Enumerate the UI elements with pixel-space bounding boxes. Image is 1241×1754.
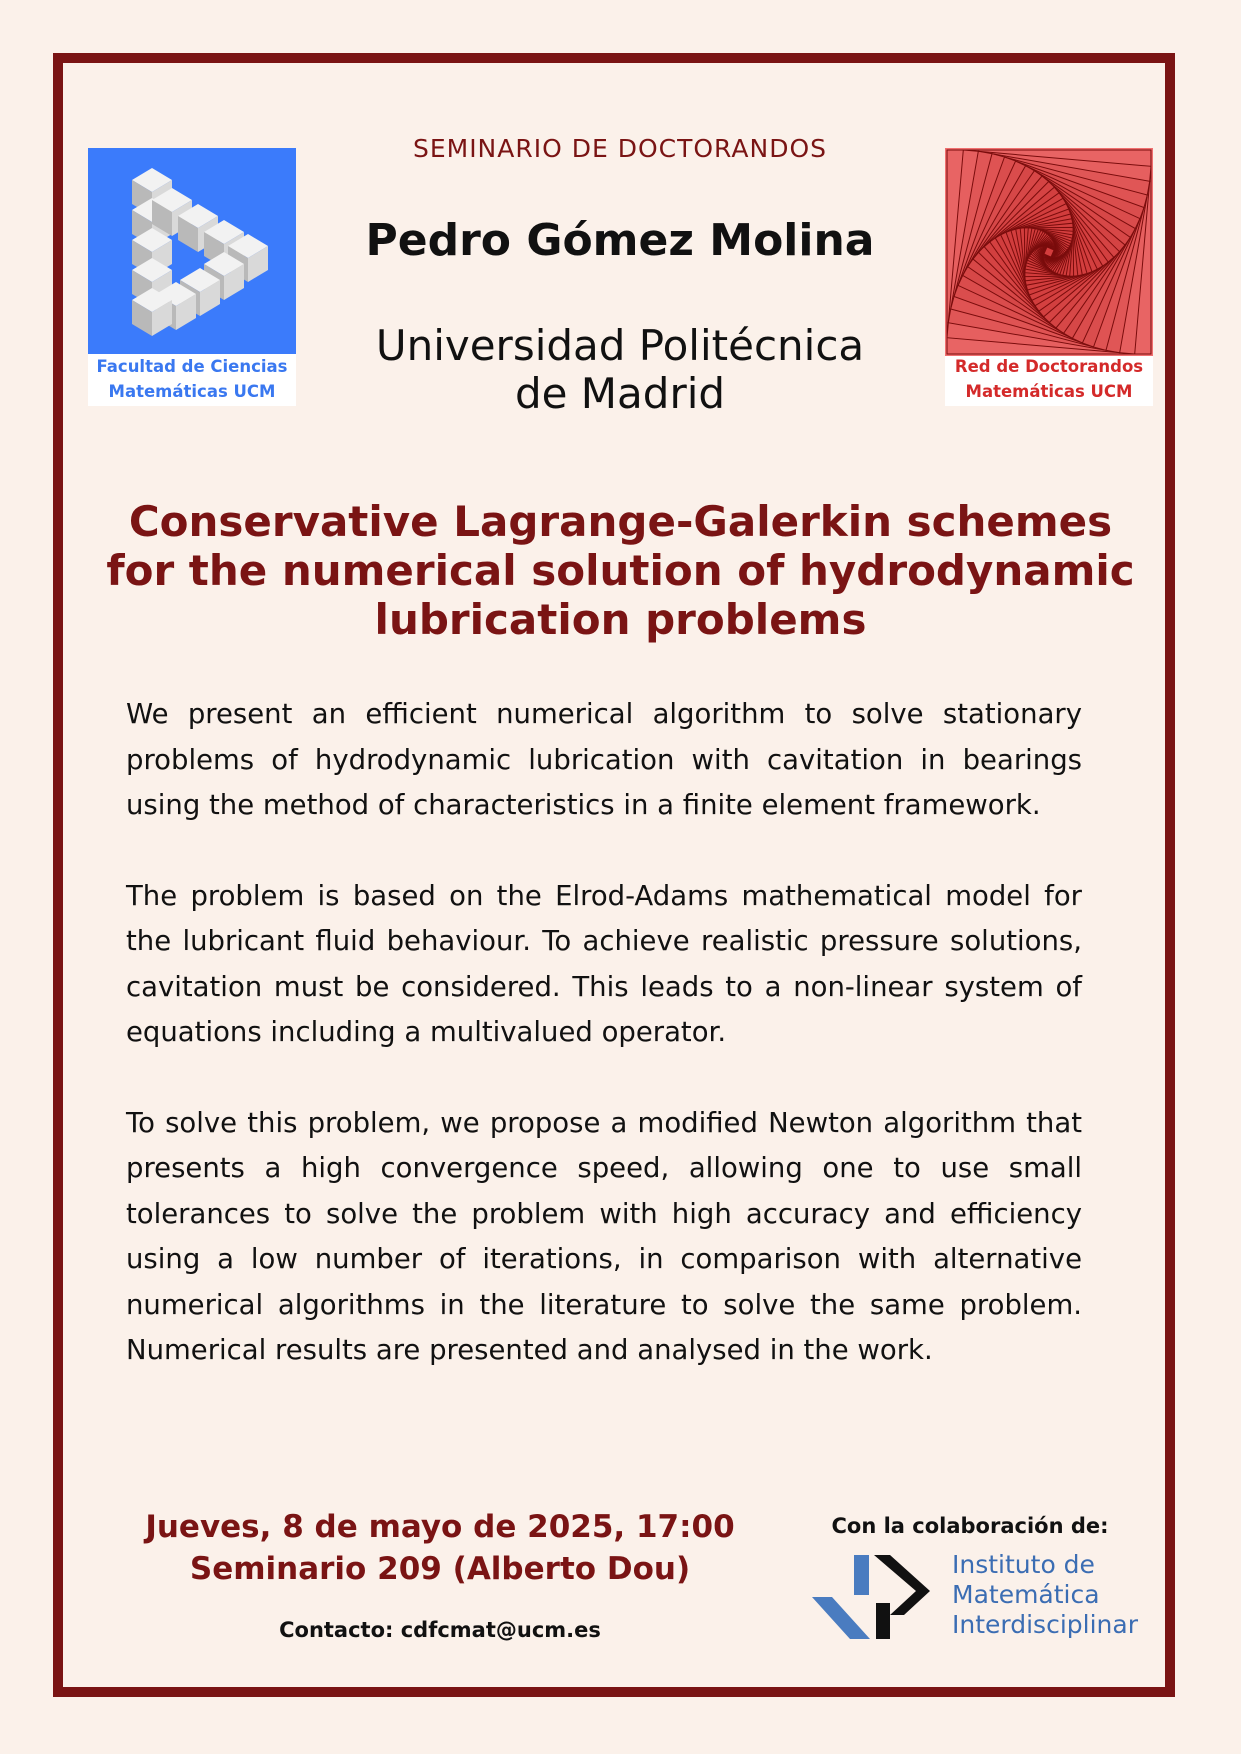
- institute-line1: Instituto de: [952, 1550, 1095, 1579]
- imi-logo-icon: [812, 1553, 937, 1643]
- event-details: [120, 1506, 760, 1590]
- collaboration-label: Con la colaboración de:: [831, 1514, 1109, 1538]
- speaker-affiliation: [300, 322, 940, 418]
- spiral-squares-icon: [945, 148, 1153, 356]
- faculty-logo-caption: [88, 354, 296, 404]
- network-caption-line1: Red de Doctorandos: [954, 357, 1144, 376]
- doctoral-network-logo: [945, 148, 1153, 406]
- institute-name: [952, 1550, 1138, 1640]
- faculty-caption-line1: Facultad de Ciencias: [96, 357, 288, 376]
- event-date-time: Jueves, 8 de mayo de 2025, 17:00: [145, 1509, 735, 1545]
- impossible-cubes-icon: [88, 148, 296, 354]
- faculty-logo: [88, 148, 296, 406]
- institute-line3: Interdisciplinar: [952, 1610, 1138, 1639]
- speaker-name: Pedro Gómez Molina: [365, 215, 875, 266]
- abstract-paragraph-3: To solve this problem, we propose a modified Newton algorithm that presents a high convergence speed, allowing one to use small tolerances to solve the problem with high accuracy and efficiency using a low number of iterations, in comparison with alternative numerical algorithms in the literature to solve the same problem. Numerical results are presented and analysed in the work.: [126, 1106, 1082, 1366]
- abstract-paragraph-2: The problem is based on the Elrod-Adams mathematical model for the lubricant fluid behaviour. To achieve realistic pressure solutions, cavitation must be considered. This leads to a non-linear system of equations including a multivalued operator.: [126, 879, 1082, 1048]
- institute-line2: Matemática: [952, 1580, 1100, 1609]
- doctoral-network-caption: [945, 354, 1153, 404]
- affiliation-line1: Universidad Politécnica: [375, 321, 865, 370]
- contact-email: Contacto: cdfcmat@ucm.es: [279, 1618, 601, 1642]
- seminar-label: SEMINARIO DE DOCTORANDOS: [412, 134, 828, 163]
- abstract-paragraph-1: We present an efficient numerical algorithm to solve stationary problems of hydrodynamic lubrication with cavitation in bearings using the method of characteristics in a finite element framework.: [126, 698, 1082, 821]
- event-room: Seminario 209 (Alberto Dou): [189, 1551, 691, 1587]
- faculty-caption-line2: Matemáticas UCM: [108, 382, 276, 401]
- abstract: [126, 692, 1082, 1419]
- affiliation-line2: de Madrid: [514, 369, 726, 418]
- network-caption-line2: Matemáticas UCM: [965, 382, 1133, 401]
- talk-title: Conservative Lagrange-Galerkin schemes for the numerical solution of hydrodynamic lubrication problems: [106, 497, 1135, 644]
